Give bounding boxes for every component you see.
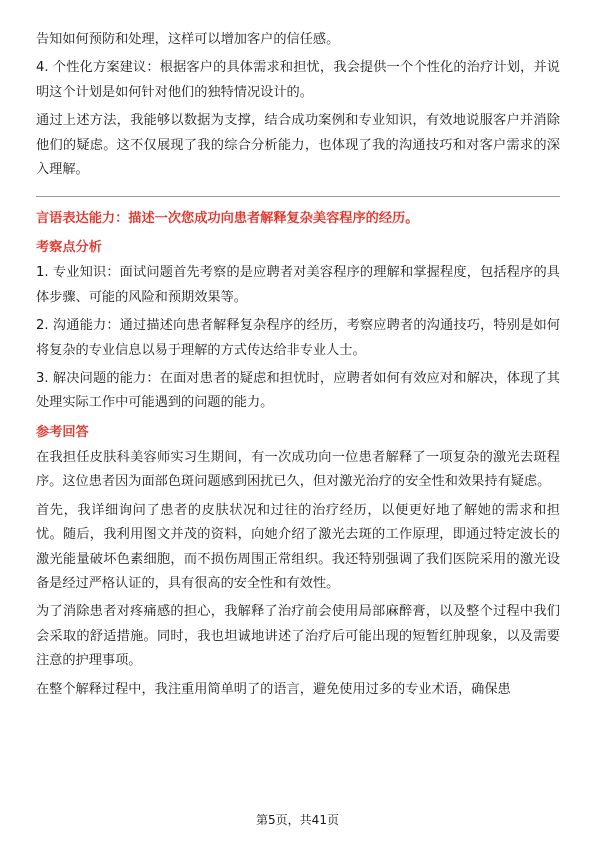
answer-paragraph: 在我担任皮肤科美容师实习生期间，有一次成功向一位患者解释了一项复杂的激光去斑程序。这位患者因为面部色斑问题感到困扰已久，但对激光治疗的安全性和效果持有疑虑。	[36, 449, 560, 490]
analysis-item: 3. 解决问题的能力：在面对患者的疑虑和担忧时，应聘者如何有效应对和解决，体现了其处理实际工作中可能遇到的问题的能力。	[36, 371, 560, 411]
body-paragraph: 通过上述方法，我能够以数据为支撑，结合成功案例和专业知识，有效地说服客户并消除他们的疑虑。这不仅展现了我的综合分析能力，也体现了我的沟通技巧和对客户需求的深入理解。	[36, 113, 560, 178]
answer-paragraph: 在整个解释过程中，我注重用简单明了的语言，避免使用过多的专业术语，确保患	[36, 681, 511, 697]
body-paragraph: 4. 个性化方案建议：根据客户的具体需求和担忧，我会提供一个个性化的治疗计划，并说明这个计划是如何针对他们的独特情况设计的。	[36, 60, 560, 100]
question-heading: 言语表达能力：描述一次您成功向患者解释复杂美容程序的经历。	[36, 211, 419, 227]
body-paragraph: 告知如何预防和处理，这样可以增加客户的信任感。	[36, 32, 340, 47]
answer-paragraph: 首先，我详细询问了患者的皮肤状况和过往的治疗经历，以便更好地了解她的需求和担忧。随后，我利用图文并茂的资料，向她介绍了激光去斑的工作原理，即通过特定波长的激光能量破坏色素细胞，而不损伤周围正常组织。我还特别强调了我们医院采用的激光设备是经过严格认证的，具有很高的安全性和有效性。	[36, 502, 560, 591]
analysis-item: 1. 专业知识：面试问题首先考察的是应聘者对美容程序的理解和掌握程度，包括程序的具体步骤、可能的风险和预期效果等。	[36, 265, 560, 305]
analysis-title: 考察点分析	[36, 240, 102, 256]
page-content	[36, 28, 560, 706]
answer-paragraph: 为了消除患者对疼痛感的担心，我解释了治疗前会使用局部麻醉膏，以及整个过程中我们会采取的舒适措施。同时，我也坦诚地讲述了治疗后可能出现的短暂红肿现象，以及需要注意的护理事项。	[36, 604, 560, 669]
page-number: 第5页，共41页	[256, 813, 339, 827]
section-divider	[36, 196, 560, 197]
analysis-item: 2. 沟通能力：通过描述向患者解释复杂程序的经历，考察应聘者的沟通技巧，特别是如何将复杂的专业信息以易于理解的方式传达给非专业人士。	[36, 318, 560, 358]
answer-title: 参考回答	[36, 424, 89, 440]
